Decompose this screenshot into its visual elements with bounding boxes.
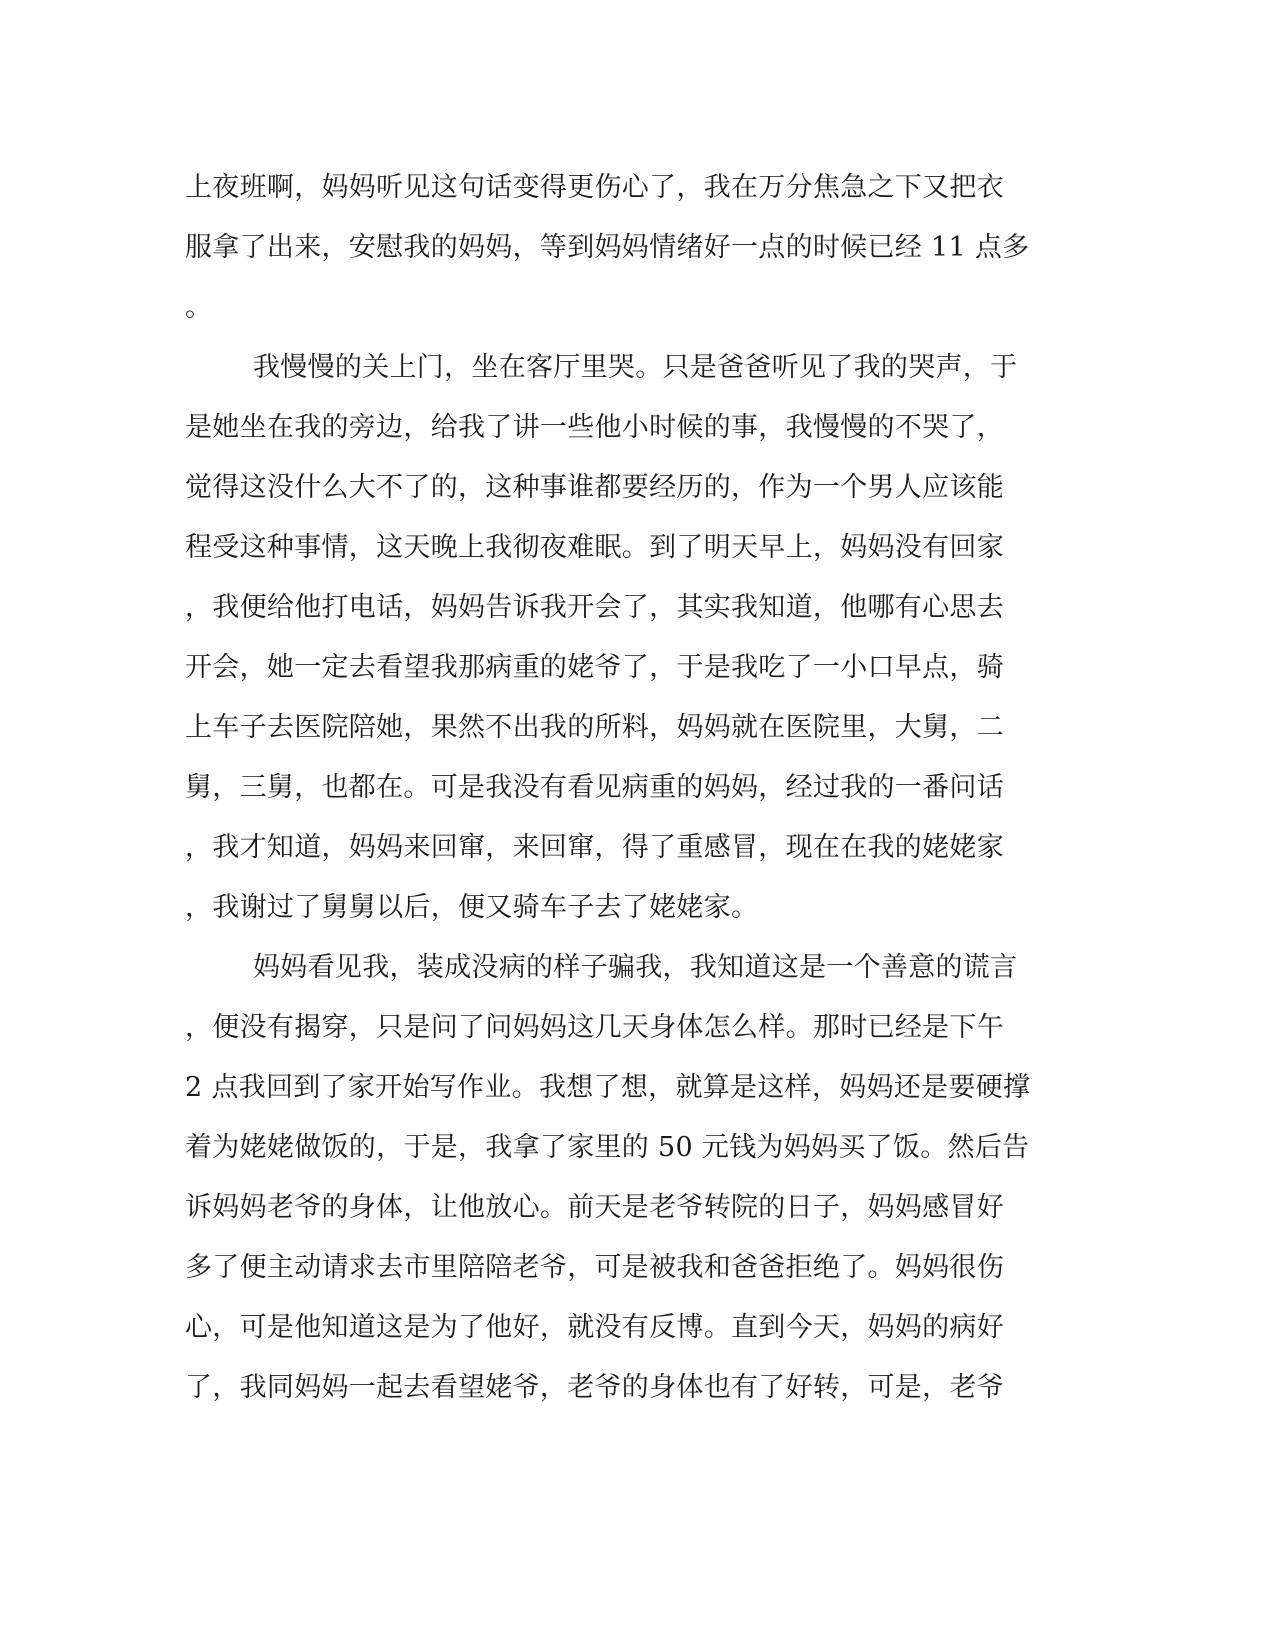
text-line: 了，我同妈妈一起去看望姥爷，老爷的身体也有了好转，可是，老爷 — [185, 1372, 1004, 1403]
text-line: 上夜班啊，妈妈听见这句话变得更伤心了，我在万分焦急之下又把衣 — [185, 172, 1004, 203]
text-line: 程受这种事情，这天晚上我彻夜难眠。到了明天早上，妈妈没有回家 — [185, 532, 1004, 563]
text-line: 服拿了出来，安慰我的妈妈，等到妈妈情绪好一点的时候已经 11 点多 — [185, 232, 1030, 263]
text-line: 开会，她一定去看望我那病重的姥爷了，于是我吃了一小口早点，骑 — [185, 652, 1004, 683]
text-line: ，我谢过了舅舅以后，便又骑车子去了姥姥家。 — [185, 892, 759, 923]
text-line: 心，可是他知道这是为了他好，就没有反博。直到今天，妈妈的病好 — [185, 1312, 1004, 1343]
text-line: 诉妈妈老爷的身体，让他放心。前天是老爷转院的日子，妈妈感冒好 — [185, 1192, 1004, 1223]
body-text — [185, 158, 1090, 1418]
text-line: ，我才知道，妈妈来回窜，来回窜，得了重感冒，现在在我的姥姥家 — [185, 832, 1004, 863]
paragraph-start-line: 妈妈看见我，装成没病的样子骗我，我知道这是一个善意的谎言 — [253, 952, 1018, 983]
text-line: 觉得这没什么大不了的，这种事谁都要经历的，作为一个男人应该能 — [185, 472, 1004, 503]
paragraph-start-line: 我慢慢的关上门，坐在客厅里哭。只是爸爸听见了我的哭声，于 — [253, 352, 1018, 383]
text-line: 舅，三舅，也都在。可是我没有看见病重的妈妈，经过我的一番问话 — [185, 772, 1004, 803]
text-line: 上车子去医院陪她，果然不出我的所料，妈妈就在医院里，大舅，二 — [185, 712, 1004, 743]
text-line: 2 点我回到了家开始写作业。我想了想，就算是这样，妈妈还是要硬撑 — [185, 1072, 1031, 1103]
text-line: ，便没有揭穿，只是问了问妈妈这几天身体怎么样。那时已经是下午 — [185, 1012, 1004, 1043]
text-line: 多了便主动请求去市里陪陪老爷，可是被我和爸爸拒绝了。妈妈很伤 — [185, 1252, 1004, 1283]
text-line: ，我便给他打电话，妈妈告诉我开会了，其实我知道，他哪有心思去 — [185, 592, 1004, 623]
text-line: 是她坐在我的旁边，给我了讲一些他小时候的事，我慢慢的不哭了， — [185, 412, 1004, 443]
text-line: 。 — [185, 292, 213, 323]
text-line: 着为姥姥做饭的，于是，我拿了家里的 50 元钱为妈妈买了饭。然后告 — [185, 1132, 1030, 1163]
